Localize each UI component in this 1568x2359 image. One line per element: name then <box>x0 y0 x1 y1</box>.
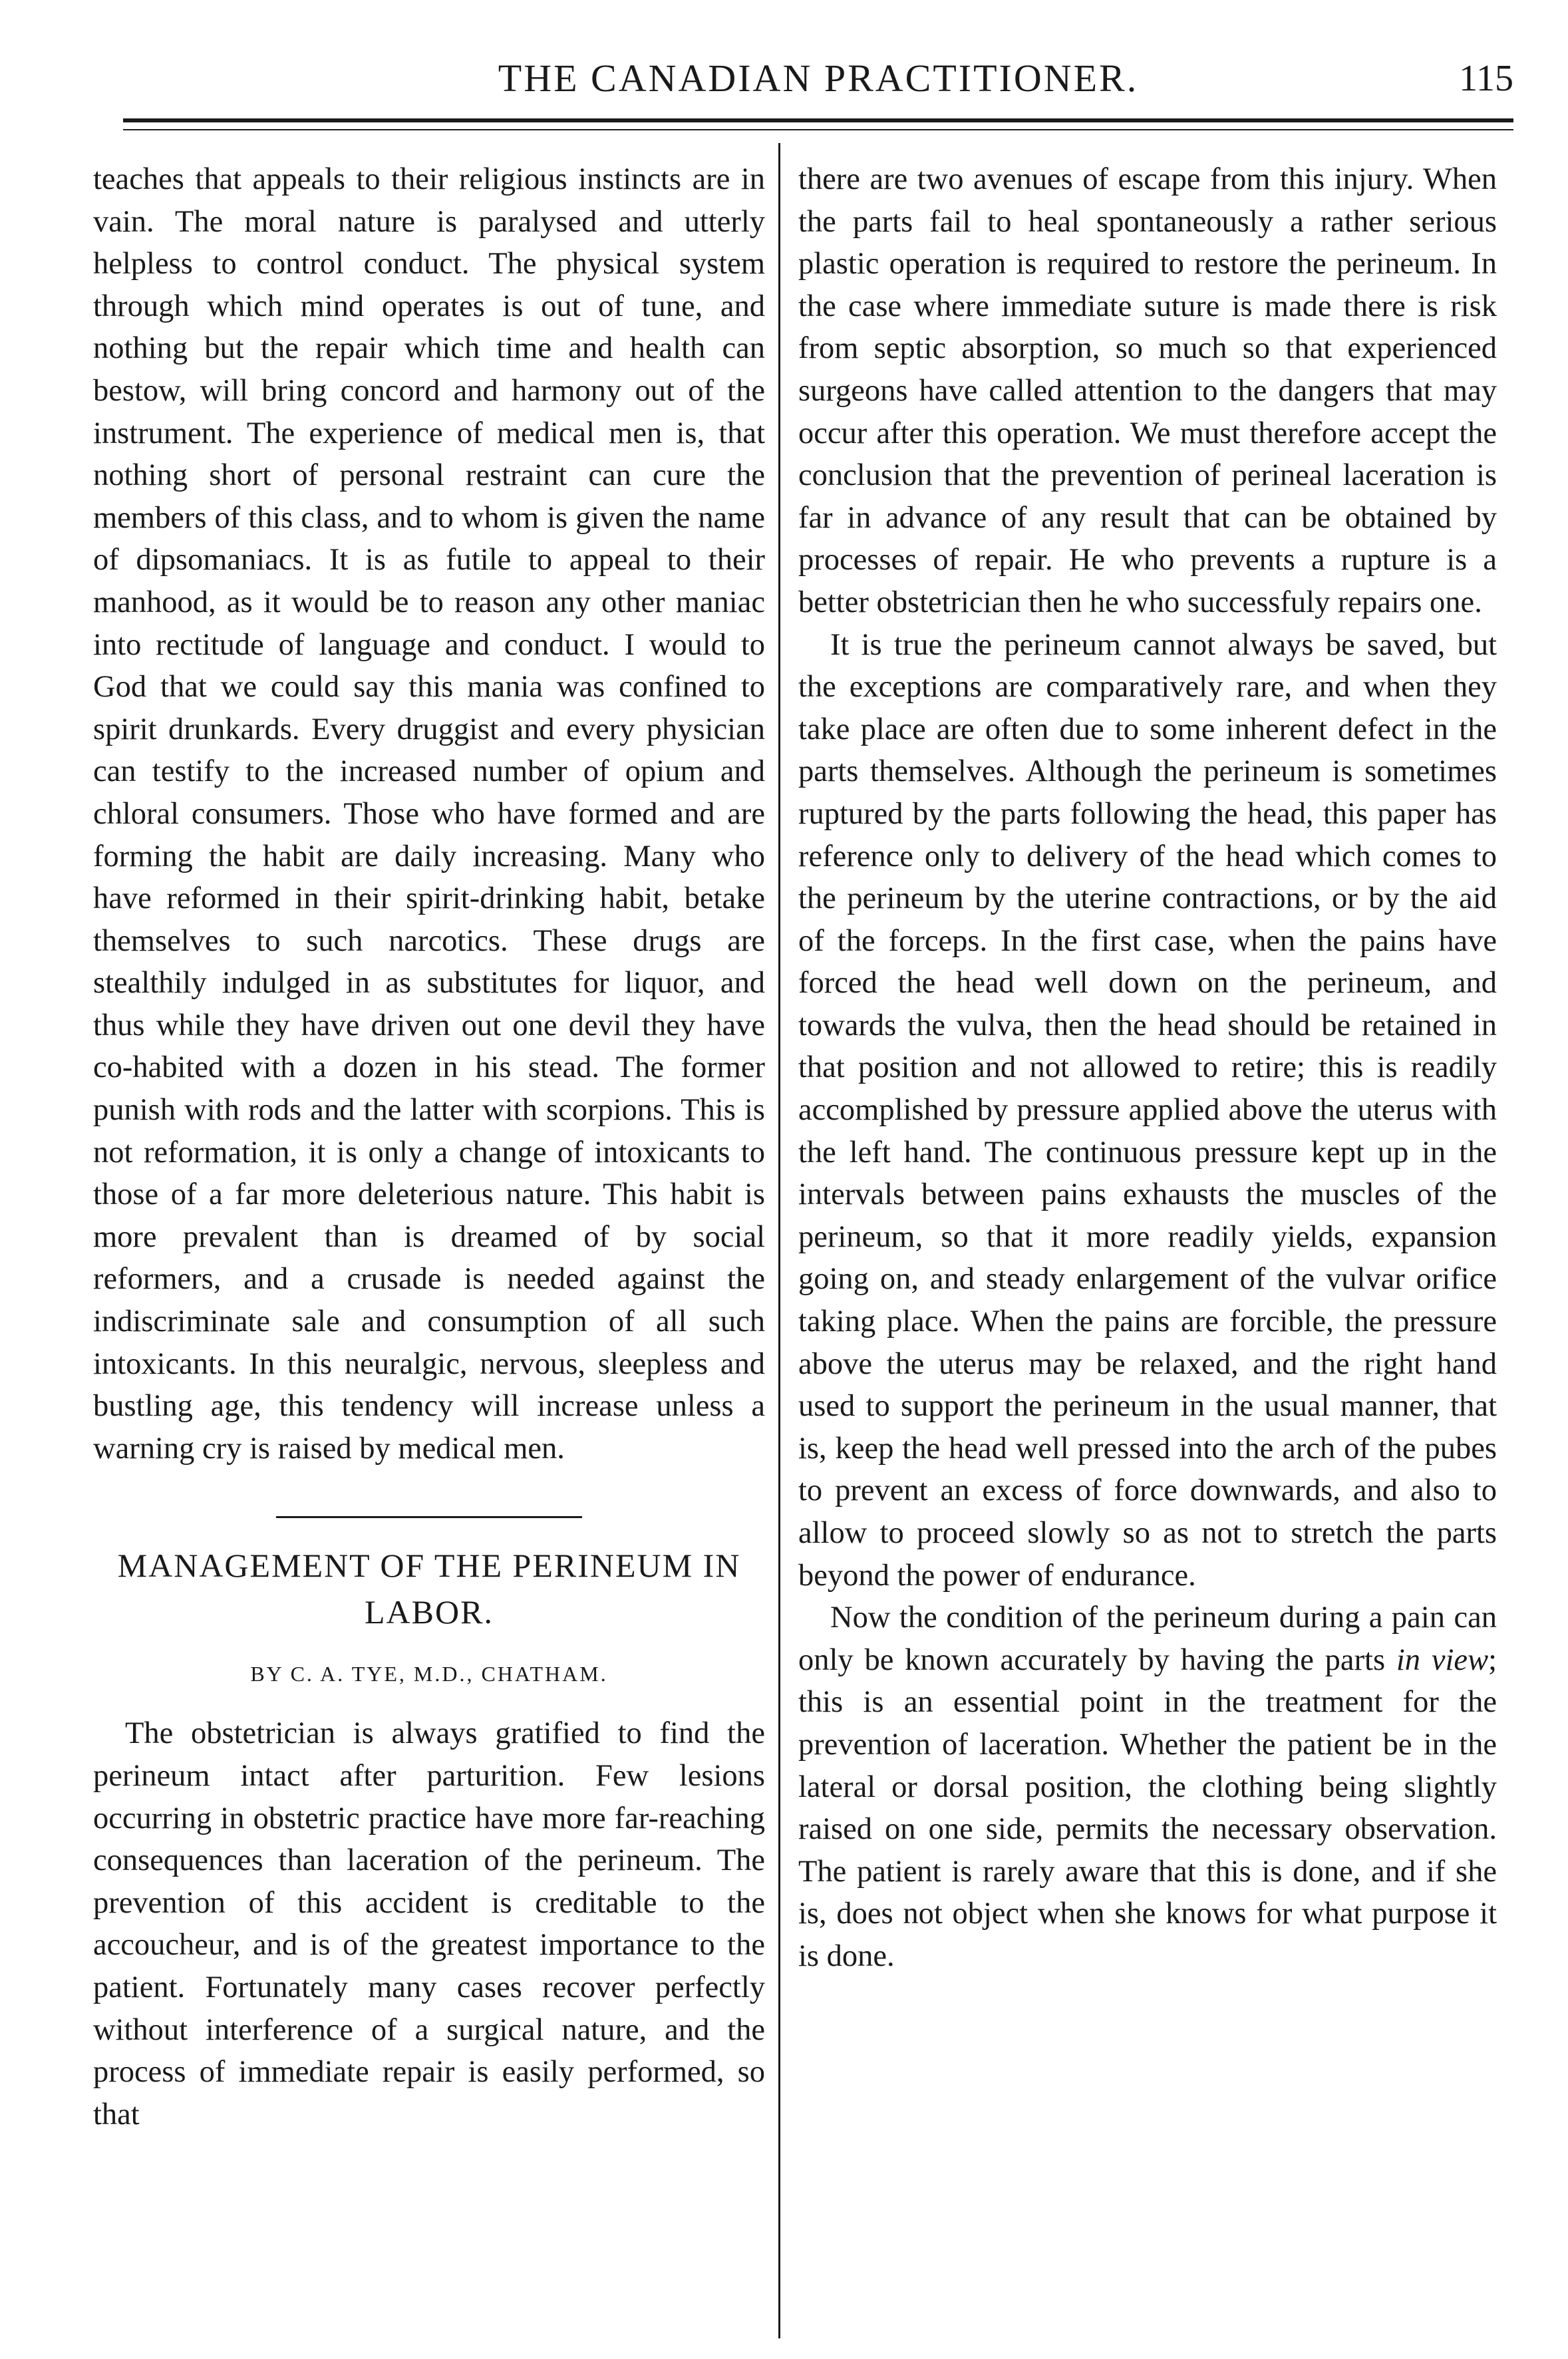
running-head <box>123 52 1513 105</box>
right-column <box>798 158 1497 1978</box>
header-rule-thin <box>123 129 1513 130</box>
journal-title: THE CANADIAN PRACTITIONER. <box>498 57 1139 100</box>
article-title: MANAGEMENT OF THE PERINEUM IN LABOR. <box>117 1547 741 1631</box>
section-divider <box>276 1516 582 1518</box>
italic-text: in view <box>1396 1643 1489 1677</box>
paragraph-text: ; this is an essential point in the treatment for the prevention of laceration. Whether the patient be in the lateral or dorsal position, the clothing being slightly raised on one side, permits the necessary observation. The patient is rarely aware that this is done, and if she is, does not object when she knows for what purpose it is done. <box>798 1643 1497 1973</box>
left-column <box>93 158 765 2135</box>
paragraph-text: Now the condition of the perineum during a pain can only be known accurately by having the parts <box>798 1601 1497 1677</box>
article-paragraph: there are two avenues of escape from this injury. When the parts fail to heal spontaneously a rather serious plastic operation is required to restore the perineum. In the case where immediate suture is made there is risk from septic absorption, so much so that experienced surgeons have called attention to the dangers that may occur after this operation. We must therefore accept the conclusion that the prevention of perineal laceration is far in advance of any result that can be obtained by processes of repair. He who prevents a rupture is a better obstetrician then he who successfuly repairs one. <box>798 162 1497 619</box>
header-rule-thick <box>123 118 1513 122</box>
article-paragraph <box>798 1597 1497 1977</box>
article-byline: BY C. A. TYE, M.D., CHATHAM. <box>250 1662 608 1686</box>
page-number: 115 <box>1459 58 1513 99</box>
article-paragraph: It is true the perineum cannot always be saved, but the exceptions are comparatively rare, and when they take place are often due to some inherent defect in the parts themselves. Although the perineum is sometimes ruptured by the parts following the head, this paper has reference only to delivery of the head which comes to the perineum by the uterine contractions, or by the aid of the forceps. In the first case, when the pains have forced the head well down on the perineum, and towards the vulva, then the head should be retained in that position and not allowed to retire; this is readily accomplished by pressure applied above the uterus with the left hand. The continuous pressure kept up in the intervals between pains exhausts the muscles of the perineum, so that it more readily yields, expansion going on, and steady enlargement of the vulvar orifice taking place. When the pains are forcible, the pressure above the uterus may be relaxed, and the right hand used to support the perineum in the usual manner, that is, keep the head well pressed into the arch of the pubes to prevent an excess of force downwards, and also to allow to proceed slowly so as not to stretch the parts beyond the power of endurance. <box>798 627 1497 1593</box>
column-divider <box>778 143 780 2338</box>
continued-paragraph: teaches that appeals to their religious instincts are in vain. The moral nature is paralysed and utterly helpless to control conduct. The physical system through which mind operates is out of tune, and nothing but the repair which time and health can bestow, will bring concord and harmony out of the instrument. The experience of medical men is, that nothing short of personal restraint can cure the members of this class, and to whom is given the name of dipsomaniacs. It is as futile to appeal to their manhood, as it would be to reason any other maniac into rectitude of language and conduct. I would to God that we could say this mania was confined to spirit drunkards. Every druggist and every physician can testify to the increased number of opium and chloral consumers. Those who have formed and are forming the habit are daily increasing. Many who have reformed in their spirit-drinking habit, betake themselves to such narcotics. These drugs are stealthily indulged in as substitutes for liquor, and thus while they have driven out one devil they have co-habited with a dozen in his stead. The former punish with rods and the latter with scorpions. This is not reformation, it is only a change of intoxicants to those of a far more deleterious nature. This habit is more prevalent than is dreamed of by social reformers, and a crusade is needed against the indiscriminate sale and consumption of all such intoxicants. In this neuralgic, nervous, sleepless and bustling age, this tendency will increase unless a warning cry is raised by medical men. <box>93 162 765 1466</box>
article-paragraph: The obstetrician is always gratified to find the perineum intact after parturition. Few lesions occurring in obstetric practice have more far-reaching consequences than laceration of the perineum. The prevention of this accident is creditable to the accoucheur, and is of the greatest importance to the patient. Fortunately many cases recover perfectly without interference of a surgical nature, and the process of immediate repair is easily performed, so that <box>93 1716 765 2131</box>
